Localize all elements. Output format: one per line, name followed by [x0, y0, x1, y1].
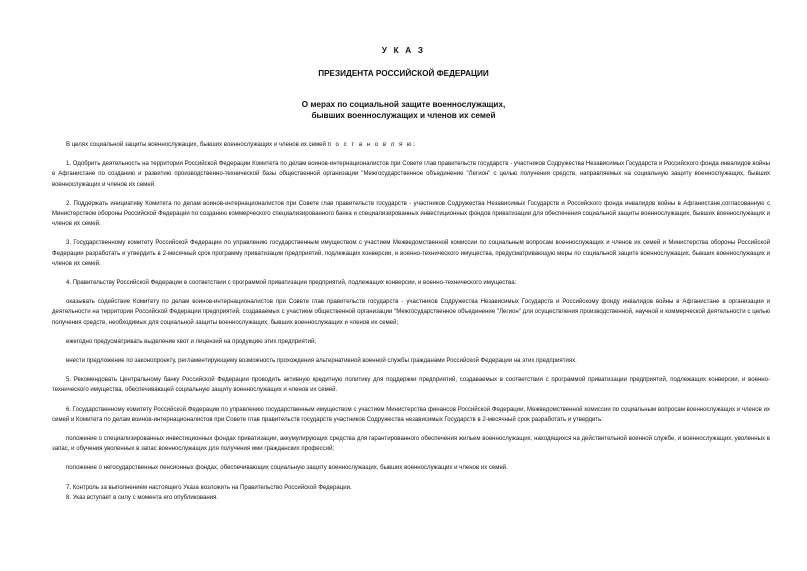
paragraph-4a: оказывать содействие Комитету по делам воинов-интернационалистов при Совете глав правительств государств - участников Содружества Независимых Государств и Российскому фонду инвалидов войны в Афганистане в организации и деятельности на территории Российской Федерации предприятий, создаваемых с участием общественной организации "Межгосударственное объединение "Легион" для осуществления производственной, научной и коммерческой деятельности с целью получения средств, необходимых для социальной защиты военнослужащих, бывших военнослужащих и членов их семей; — [52, 299, 770, 326]
decree-body — [52, 140, 770, 503]
decree-subject — [0, 100, 807, 121]
paragraph-8: 8. Указ вступает в силу с момента его опубликования. — [66, 494, 219, 501]
paragraph-3: 3. Государственному комитету Российской Федерации по управлению государственным имуществом с участием Межведомственной комиссии по социальным вопросам военнослужащих и членов их семей и Министерства обороны Российской Федерации разработать и утвердить в 2-месячный срок программу приватизации предприятий, подлежащих конверсии, и военно-технического имущества, предусматривающую меры по социальной защите военнослужащих, бывших военнослужащих и членов их семей. — [52, 240, 770, 267]
paragraph-7: 7. Контроль за выполнением настоящего Указа возложить на Правительство Российской Федерации. — [66, 484, 352, 491]
decree-title: У К А З — [381, 46, 426, 55]
subject-line-1: О мерах по социальной защите военнослужащих, — [301, 100, 506, 109]
preamble-decree-word: п о с т а н о в л я ю: — [327, 142, 417, 148]
paragraph-4b: ежегодно предусматривать выделение квот и лицензий на продукцию этих предприятий; — [66, 338, 316, 345]
subject-line-2: бывших военнослужащих и членов их семей — [311, 110, 496, 120]
paragraph-5: 5. Рекомендовать Центральному банку Российской Федерации проводить активную кредитную политику для поддержки предприятий, создаваемых в соответствии с программой приватизации предприятий, подлежащих конверсии, и военно-технического имущества, обеспечивающей социальную защиту военнослужащих и членов их семей. — [52, 377, 770, 394]
paragraph-6a: положение о специализированных инвестиционных фондах приватизации, аккумулирующих средства для гарантированного обеспечения жильем военнослужащих, находящихся на действительной военной службе, и военнослужащих, уволенных в запас, и обучения уволенных в запас военнослужащих для получения ими гражданских профессий; — [52, 436, 770, 453]
issuer-title: ПРЕЗИДЕНТА РОССИЙСКОЙ ФЕДЕРАЦИИ — [318, 69, 489, 78]
preamble-paragraph — [52, 140, 770, 150]
paragraph-4: 4. Правительству Российской Федерации в соответствии с программой приватизации предприятий, подлежащих конверсии, и военно-технического имущества: — [66, 280, 517, 287]
preamble-text: В целях социальной защиты военнослужащих, бывших военнослужащих и членов их семей — [66, 142, 326, 148]
paragraph-6: 6. Государственному комитету Российской Федерации по управлению государственным имуществом с участием Министерства финансов Российской Федерации, Межведомственной комиссии по социальным вопросам военнослужащих и членов их семей и Комитета по делам воинов-интернационалистов при Совете глав правительств государств участников Содружества независимых Государств в 2-месячный срок разработать и утвердить: — [52, 406, 770, 423]
paragraph-4c: внести предложение по законопроекту, регламентирующему возможность прохождения альтернативной военной службы гражданами Российской Федерации на этих предприятиях. — [66, 358, 577, 365]
paragraph-2: 2. Поддержать инициативу Комитета по делам воинов-интернационалистов при Совете глав правительств государств - участников Содружества Независимых Государств и Российского фонда инвалидов войны в Афганистане,согласованную с Министерством обороны Российской Федерации по созданию коммерческого специализированного банка и специализированных инвестиционных фондов приватизации для обеспечения социальной защиты военнослужащих, бывших военнослужащих и членов их семей. — [52, 200, 770, 228]
paragraph-6b: положение о негосударственных пенсионных фондах, обеспечивающих социальную защиту военнослужащих, бывших военнослужащих и членов их семей. — [66, 465, 508, 472]
paragraph-1: 1. Одобрить деятельность на территории Российской Федерации Комитета по делам воинов-интернационалистов при Совете глав правительств государств - участников Содружества Независимых Государств и Российского фонда инвалидов войны в Афганистане по созданию и развитию производственно-технической базы общественной организации "Межгосударственное объединение "Легион" с целью получения средств, направляемых на социальную защиту военнослужащих, бывших военнослужащих и членов их семей. — [52, 161, 770, 188]
